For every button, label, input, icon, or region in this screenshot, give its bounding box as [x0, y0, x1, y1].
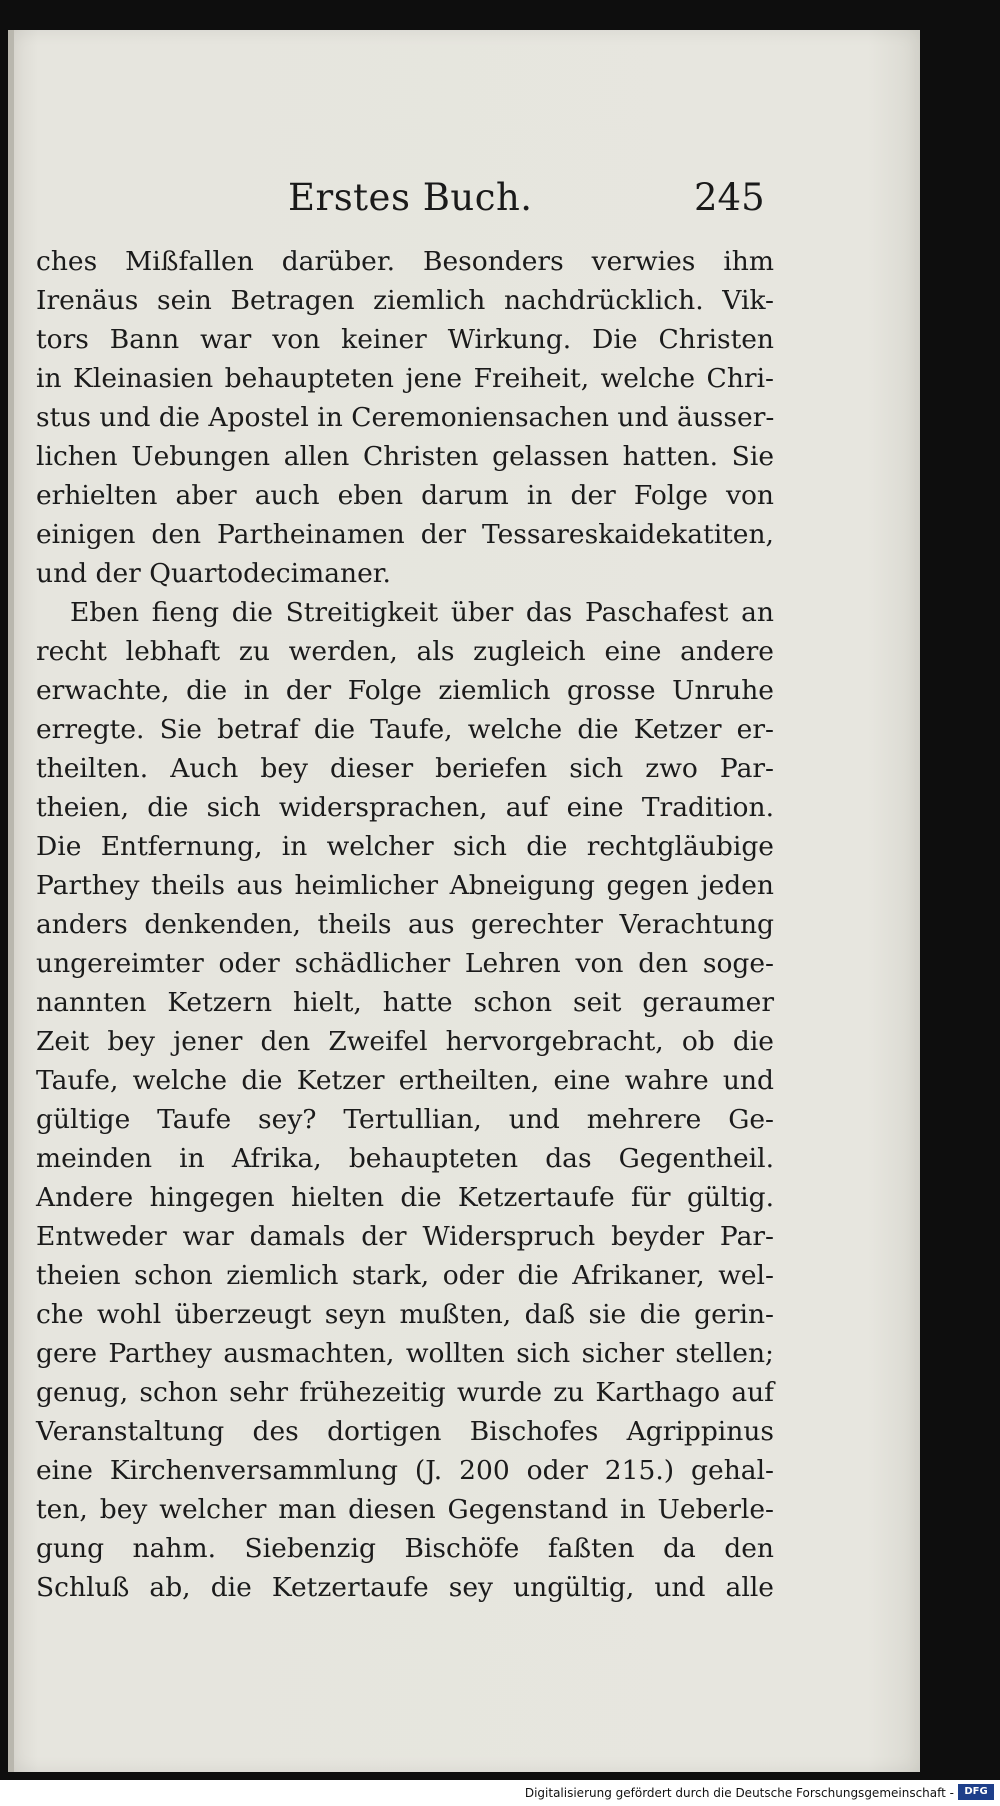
text-line: gung nahm. Siebenzig Bischöfe faßten da den: [36, 1533, 774, 1564]
text-line: gere Parthey ausmachten, wollten sich sicher stellen;: [36, 1338, 774, 1369]
text-line: Entweder war damals der Widerspruch beyder Par-: [36, 1221, 774, 1252]
text-line: nannten Ketzern hielt, hatte schon seit geraumer: [36, 987, 774, 1018]
text-line: che wohl überzeugt seyn mußten, daß sie die gerin-: [36, 1299, 774, 1330]
text-line: ten, bey welcher man diesen Gegenstand in Ueberle-: [36, 1494, 774, 1525]
text-line: theien, die sich widersprachen, auf eine Tradition.: [36, 792, 774, 823]
page-header: [8, 158, 920, 228]
text-line: tors Bann war von keiner Wirkung. Die Christen: [36, 324, 774, 355]
text-line: ungereimter oder schädlicher Lehren von den soge-: [36, 948, 774, 979]
text-line: erhielten aber auch eben darum in der Folge von: [36, 480, 774, 511]
text-line: Andere hingegen hielten die Ketzertaufe für gültig.: [36, 1182, 774, 1213]
text-line: genug, schon sehr frühezeitig wurde zu Karthago auf: [36, 1377, 774, 1408]
text-line: recht lebhaft zu werden, als zugleich eine andere: [36, 636, 774, 667]
text-line: erregte. Sie betraf die Taufe, welche die Ketzer er-: [36, 714, 774, 745]
text-line: einigen den Partheinamen der Tessareskaidekatiten,: [36, 519, 774, 550]
page-number: 245: [694, 176, 765, 219]
dfg-logo-icon: DFG: [958, 1784, 994, 1800]
paragraph-start-line: Eben fieng die Streitigkeit über das Paschafest an: [70, 597, 774, 628]
text-line: theilten. Auch bey dieser beriefen sich zwo Par-: [36, 753, 774, 784]
text-line: und der Quartodecimaner.: [36, 558, 391, 589]
body-text: [36, 242, 774, 1607]
page-edge: [8, 30, 14, 1772]
text-line: Irenäus sein Betragen ziemlich nachdrücklich. Vik-: [36, 285, 774, 316]
text-line: gültige Taufe sey? Tertullian, und mehrere Ge-: [36, 1104, 774, 1135]
text-line: Schluß ab, die Ketzertaufe sey ungültig, und alle: [36, 1572, 774, 1603]
funding-credit: Digitalisierung gefördert durch die Deutsche Forschungsgemeinschaft -: [524, 1786, 954, 1800]
text-line: theien schon ziemlich stark, oder die Afrikaner, wel-: [36, 1260, 774, 1291]
book-page: [8, 30, 920, 1772]
text-line: Zeit bey jener den Zweifel hervorgebracht, ob die: [36, 1026, 774, 1057]
text-line: Veranstaltung des dortigen Bischofes Agrippinus: [36, 1416, 774, 1447]
text-line: stus und die Apostel in Ceremoniensachen und äusser-: [36, 402, 775, 433]
text-line: eine Kirchenversammlung (J. 200 oder 215.) gehal-: [36, 1455, 774, 1486]
text-line: ches Mißfallen darüber. Besonders verwies ihm: [36, 246, 774, 277]
text-line: erwachte, die in der Folge ziemlich grosse Unruhe: [36, 675, 774, 706]
text-line: lichen Uebungen allen Christen gelassen hatten. Sie: [36, 441, 774, 472]
text-line: Taufe, welche die Ketzer ertheilten, eine wahre und: [36, 1065, 774, 1096]
running-title: Erstes Buch.: [288, 176, 533, 219]
text-line: Die Entfernung, in welcher sich die rechtgläubige: [36, 831, 774, 862]
text-line: Parthey theils aus heimlicher Abneigung gegen jeden: [36, 870, 774, 901]
text-line: anders denkenden, theils aus gerechter Verachtung: [36, 909, 774, 940]
text-line: meinden in Afrika, behaupteten das Gegentheil.: [36, 1143, 774, 1174]
text-line: in Kleinasien behaupteten jene Freiheit, welche Chri-: [36, 363, 774, 394]
digitization-footer: [0, 1780, 1000, 1806]
